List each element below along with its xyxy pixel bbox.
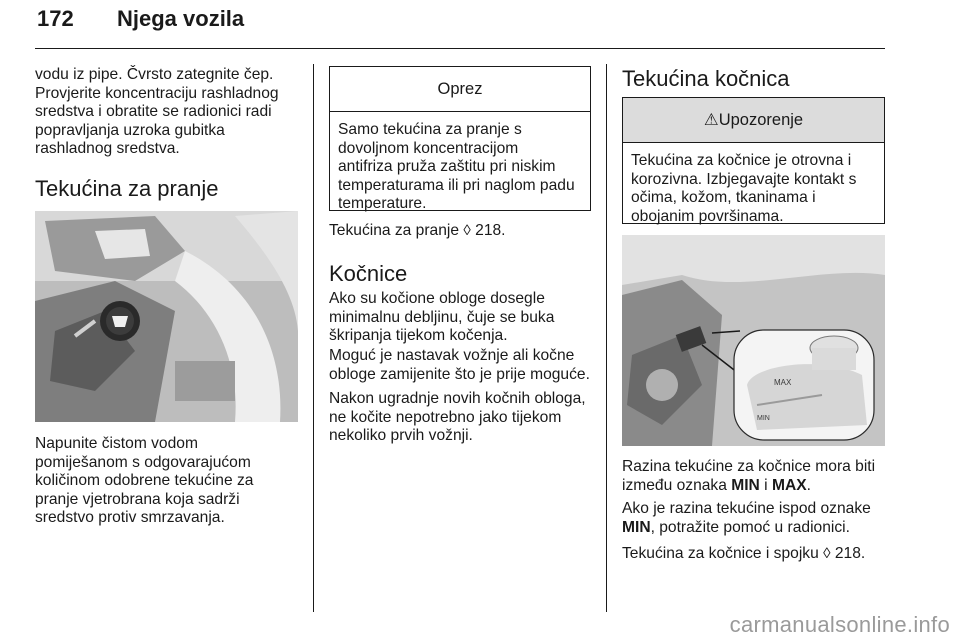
text-span: , potražite pomoć u radionici.	[650, 518, 850, 536]
watermark[interactable]: carmanualsonline.info	[729, 612, 950, 637]
section-heading-brakes: Kočnice	[329, 261, 408, 286]
text-line: Ako je razina tekućine ispod oznake	[622, 500, 871, 517]
warning-triangle-icon: ⚠	[703, 111, 719, 129]
text-line: nekoliko prvih vožnji.	[329, 427, 473, 445]
text-line: Provjerite koncentraciju rashladnog	[35, 84, 279, 102]
text-line: ne kočite nepotrebno jako tijekom	[329, 408, 562, 426]
text-line	[622, 519, 892, 538]
text-line: popravljanja uzroka gubitka	[35, 121, 225, 139]
reference-page[interactable]: 218.	[834, 545, 866, 562]
column-divider	[313, 64, 314, 612]
text-line: dovoljnom koncentracijom	[338, 139, 519, 157]
warning-body	[623, 143, 884, 234]
brakes-paragraph-1	[329, 290, 599, 346]
section-heading-washer-fluid: Tekućina za pranje	[35, 176, 219, 201]
text-line: Tekućina za kočnice je otrovna i	[631, 152, 852, 169]
min-mark: MIN	[757, 415, 770, 422]
page-reference-icon: ◊	[823, 545, 831, 562]
text-line: Moguć je nastavak vožnje ali kočne	[329, 347, 575, 364]
text-line: temperature.	[338, 195, 427, 213]
page-number: 172	[37, 6, 74, 31]
text-line: škripanja tijekom kočenja.	[329, 327, 508, 345]
text-line: količinom odobrene tekućine za	[35, 472, 254, 490]
washer-fluid-paragraph	[35, 435, 305, 528]
header-rule	[35, 48, 885, 49]
brake-fluid-photo	[622, 235, 885, 446]
text-line: sredstva i obratite se radionici radi	[35, 103, 272, 121]
reference-page[interactable]: 218.	[475, 222, 506, 239]
brake-fluid-reference	[622, 545, 892, 564]
text-line: vodu iz pipe. Čvrsto zategnite čep.	[35, 66, 274, 83]
text-line: pranje vjetrobrana koja sadrži	[35, 490, 240, 508]
max-mark: MAX	[774, 378, 792, 387]
max-label: MAX	[771, 476, 807, 494]
text-line: pomiješanom s odgovarajućom	[35, 453, 251, 471]
warning-title: Upozorenje	[718, 111, 804, 129]
text-line: obojanim površinama.	[631, 207, 784, 225]
text-line: rashladnog sredstva.	[35, 140, 180, 158]
intro-paragraph	[35, 66, 305, 159]
running-title: Njega vozila	[117, 6, 245, 31]
text-line: korozivna. Izbjegavajte kontakt s	[631, 170, 857, 188]
text-span: između oznaka	[622, 476, 732, 494]
text-line: Samo tekućina za pranje s	[338, 121, 522, 138]
washer-fluid-photo	[35, 211, 298, 422]
text-line: minimalnu debljinu, čuje se buka	[329, 308, 555, 326]
text-line: sredstvo protiv smrzavanja.	[35, 509, 225, 527]
washer-fluid-reference	[329, 222, 599, 241]
warning-header	[623, 98, 884, 143]
text-line: obloge zamijenite što je prije moguće.	[329, 365, 590, 383]
text-line: antifriza pruža zaštitu pri niskim	[338, 158, 556, 176]
brake-fluid-paragraph-2	[622, 500, 892, 537]
text-line	[622, 477, 892, 496]
text-line: temperaturama ili pri naglom padu	[338, 176, 575, 194]
min-label: MIN	[731, 476, 760, 494]
section-heading-brake-fluid: Tekućina kočnica	[622, 66, 790, 91]
brakes-paragraph-3	[329, 390, 599, 446]
text-span: .	[806, 476, 811, 494]
page-reference-icon: ◊	[463, 222, 471, 239]
text-line: Nakon ugradnje novih kočnih obloga,	[329, 390, 586, 407]
text-span: i	[759, 476, 772, 494]
warning-box	[622, 97, 885, 224]
text-line: Razina tekućine za kočnice mora biti	[622, 458, 876, 475]
caution-body	[330, 112, 590, 222]
reference-text: Tekućina za pranje	[329, 222, 460, 239]
text-line: Napunite čistom vodom	[35, 435, 198, 452]
caution-box	[329, 66, 591, 211]
brake-fluid-paragraph-1	[622, 458, 892, 495]
reference-text: Tekućina za kočnice i spojku	[622, 545, 819, 562]
text-line: Ako su kočione obloge dosegle	[329, 290, 545, 307]
text-line: očima, kožom, tkaninama i	[631, 189, 816, 207]
caution-title: Oprez	[330, 67, 590, 112]
min-label: MIN	[622, 518, 651, 536]
brakes-paragraph-2	[329, 347, 599, 384]
column-divider	[606, 64, 607, 612]
